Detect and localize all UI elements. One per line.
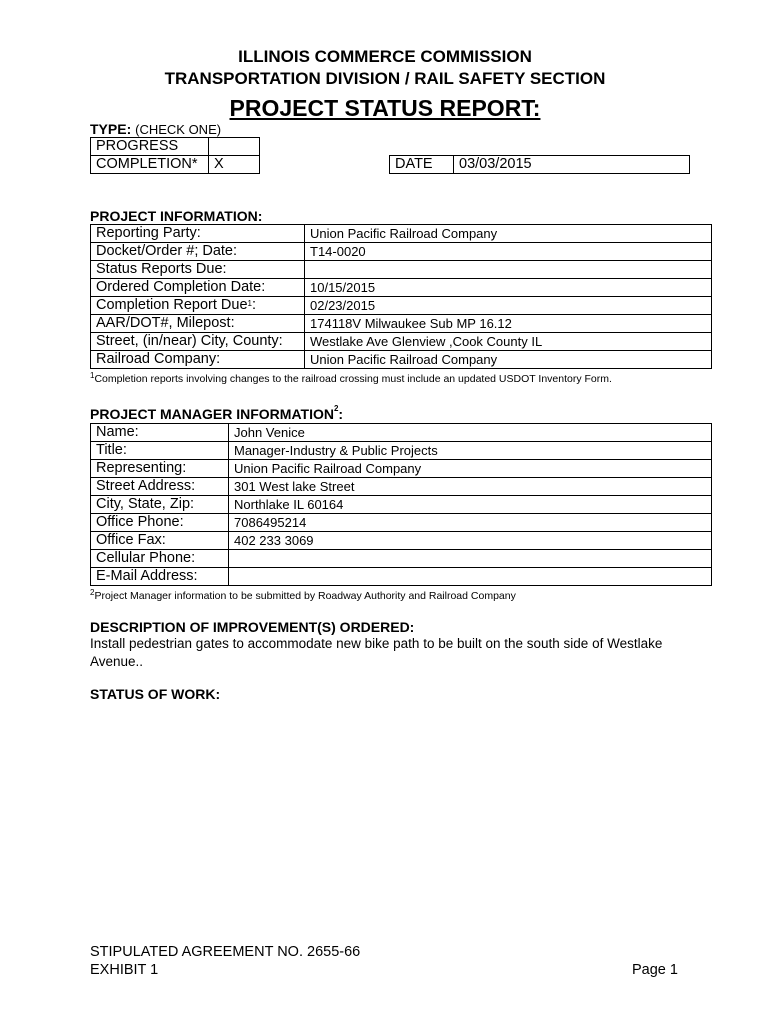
row-value[interactable]: 7086495214 [229, 514, 712, 532]
row-value[interactable]: Union Pacific Railroad Company [305, 351, 712, 369]
row-value[interactable]: 02/23/2015 [305, 297, 712, 315]
project-info-heading: PROJECT INFORMATION: [90, 208, 263, 224]
footnote-text: Completion reports involving changes to the railroad crossing must include an updated USDOT Inventory Form. [94, 373, 612, 385]
table-row [91, 532, 712, 550]
footnote-2 [90, 590, 516, 602]
row-label: Title: [91, 442, 229, 460]
table-row [91, 351, 712, 369]
page-number: Page 1 [632, 962, 678, 978]
row-label: Office Fax: [91, 532, 229, 550]
footnote-text: Project Manager information to be submitted by Roadway Authority and Railroad Company [94, 590, 516, 602]
row-value[interactable] [229, 550, 712, 568]
pm-info-table [90, 423, 712, 586]
row-value[interactable] [305, 261, 712, 279]
type-row-completion [91, 156, 260, 174]
date-value[interactable]: 03/03/2015 [454, 156, 690, 174]
table-row [91, 460, 712, 478]
row-label: Representing: [91, 460, 229, 478]
footer-agreement: STIPULATED AGREEMENT NO. 2655-66 [90, 944, 361, 960]
type-table [90, 137, 260, 174]
row-value[interactable]: 402 233 3069 [229, 532, 712, 550]
type-option-label: PROGRESS [91, 138, 209, 156]
table-row [91, 243, 712, 261]
project-info-table [90, 224, 712, 369]
row-label: Railroad Company: [91, 351, 305, 369]
table-row [91, 514, 712, 532]
row-value[interactable]: 301 West lake Street [229, 478, 712, 496]
footnote-1 [90, 373, 612, 385]
row-value[interactable]: John Venice [229, 424, 712, 442]
table-row [91, 496, 712, 514]
row-label: Cellular Phone: [91, 550, 229, 568]
row-value[interactable]: Union Pacific Railroad Company [305, 225, 712, 243]
footnote-mark: 1 [90, 371, 95, 380]
description-line-1: Install pedestrian gates to accommodate new bike path to be built on the south side of Westlake [90, 636, 663, 651]
type-row-progress [91, 138, 260, 156]
row-label: Name: [91, 424, 229, 442]
date-table [389, 155, 690, 174]
table-row [91, 315, 712, 333]
row-label: City, State, Zip: [91, 496, 229, 514]
row-value[interactable]: Union Pacific Railroad Company [229, 460, 712, 478]
type-option-mark[interactable]: X [209, 156, 260, 174]
description-line-2: Avenue.. [90, 654, 144, 669]
table-row [91, 568, 712, 586]
row-value[interactable] [229, 568, 712, 586]
row-value[interactable]: Northlake IL 60164 [229, 496, 712, 514]
header-line-1: ILLINOIS COMMERCE COMMISSION [238, 47, 532, 66]
table-row [91, 279, 712, 297]
row-label: Ordered Completion Date: [91, 279, 305, 297]
row-label: Docket/Order #; Date: [91, 243, 305, 261]
table-row [91, 333, 712, 351]
row-label: Street, (in/near) City, County: [91, 333, 305, 351]
row-label: Status Reports Due: [91, 261, 305, 279]
row-value[interactable]: Westlake Ave Glenview ,Cook County IL [305, 333, 712, 351]
header-line-2: TRANSPORTATION DIVISION / RAIL SAFETY SECTION [164, 69, 606, 88]
status-heading: STATUS OF WORK: [90, 686, 221, 702]
footer-exhibit: EXHIBIT 1 [90, 962, 159, 978]
type-option-mark[interactable] [209, 138, 260, 156]
table-row [91, 225, 712, 243]
row-value[interactable]: 10/15/2015 [305, 279, 712, 297]
row-value[interactable]: T14-0020 [305, 243, 712, 261]
description-heading: DESCRIPTION OF IMPROVEMENT(S) ORDERED: [90, 619, 415, 635]
row-value[interactable]: 174118V Milwaukee Sub MP 16.12 [305, 315, 712, 333]
row-label: E-Mail Address: [91, 568, 229, 586]
table-row [91, 550, 712, 568]
row-label: AAR/DOT#, Milepost: [91, 315, 305, 333]
row-value[interactable]: Manager-Industry & Public Projects [229, 442, 712, 460]
type-label: TYPE: [90, 121, 132, 137]
table-row [91, 261, 712, 279]
type-hint: (CHECK ONE) [135, 122, 222, 137]
row-label: Street Address: [91, 478, 229, 496]
type-option-label: COMPLETION* [91, 156, 209, 174]
footnote-mark: 2 [90, 588, 95, 597]
row-label: Completion Report Due$^1$: [91, 297, 305, 315]
date-label: DATE [390, 156, 454, 174]
row-label: Office Phone: [91, 514, 229, 532]
table-row [91, 478, 712, 496]
page-title: PROJECT STATUS REPORT: [229, 95, 541, 121]
table-row [91, 424, 712, 442]
table-row [91, 442, 712, 460]
table-row [91, 297, 712, 315]
type-heading [90, 121, 221, 137]
pm-info-heading: PROJECT MANAGER INFORMATION$^2$: [90, 404, 344, 422]
row-label: Reporting Party: [91, 225, 305, 243]
